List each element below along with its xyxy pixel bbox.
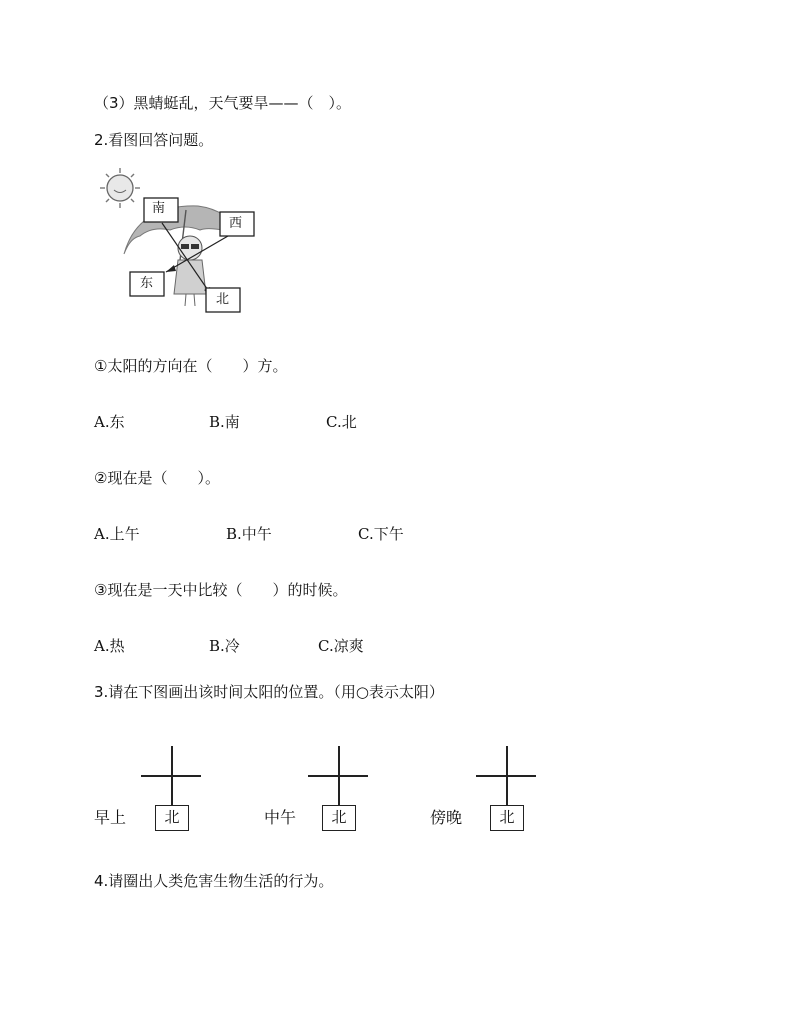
cross-vertical-line [171, 746, 173, 806]
north-box: 北 [490, 805, 524, 831]
q2-sub1-option-b: B.南 [209, 413, 240, 431]
q2-sub2-option-c: C.下午 [358, 525, 404, 543]
time-label-morning: 早上 [94, 808, 127, 827]
q4-title: 4.请圈出人类危害生物生活的行为。 [94, 872, 334, 890]
q2-sub2-question: ②现在是（ ）。 [94, 469, 220, 487]
cross-vertical-line [506, 746, 508, 806]
illustration-drawing [90, 166, 260, 316]
sun-umbrella-illustration [90, 166, 260, 316]
q2-sub2-option-b: B.中午 [226, 525, 272, 543]
q2-title: 2.看图回答问题。 [94, 131, 214, 149]
label-north: 北 [216, 292, 230, 307]
north-box: 北 [322, 805, 356, 831]
q3-title: 3.请在下图画出该时间太阳的位置。（用○表示太阳） [94, 683, 444, 701]
q2-sub1-option-a: A.东 [94, 413, 125, 431]
north-box: 北 [155, 805, 189, 831]
q1-item3-text: （3）黑蜻蜓乱，天气要旱——（ ）。 [94, 94, 352, 112]
q2-sub1-option-c: C.北 [326, 413, 357, 431]
q2-sub2-option-a: A.上午 [94, 525, 140, 543]
time-label-noon: 中午 [264, 808, 297, 827]
label-east: 东 [140, 276, 154, 291]
q2-sub3-option-b: B.冷 [209, 637, 240, 655]
q2-sub3-option-a: A.热 [94, 637, 125, 655]
q2-sub3-option-c: C.凉爽 [318, 637, 364, 655]
label-south: 南 [152, 201, 166, 216]
cross-vertical-line [338, 746, 340, 806]
time-label-evening: 傍晚 [430, 808, 463, 827]
sun-icon [100, 168, 140, 208]
q2-sub3-question: ③现在是一天中比较（ ）的时候。 [94, 581, 348, 599]
q2-sub1-question: ①太阳的方向在（ ）方。 [94, 357, 288, 375]
label-west: 西 [229, 216, 243, 231]
